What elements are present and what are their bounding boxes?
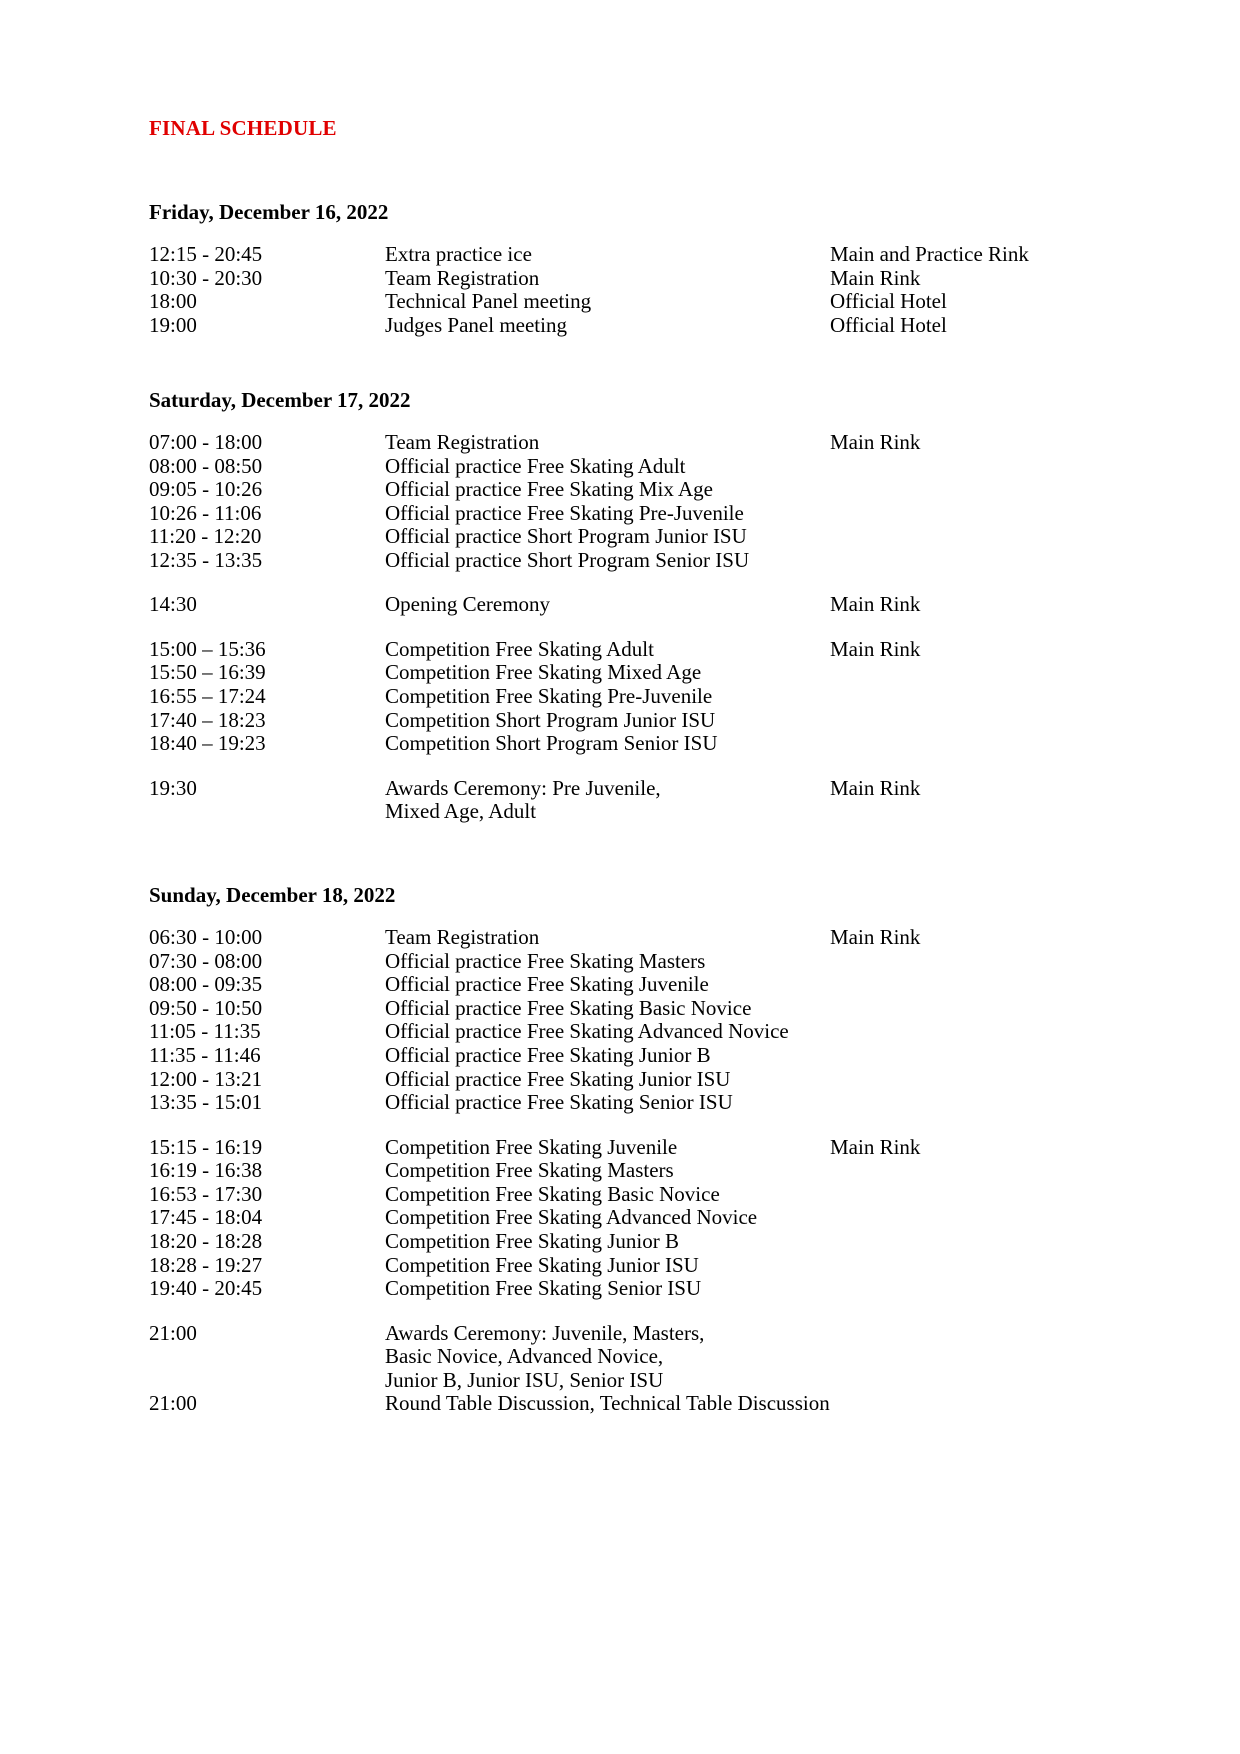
schedule-time: 11:35 - 11:46 — [149, 1043, 261, 1067]
schedule-event: Official practice Free Skating Senior ISU — [385, 1090, 733, 1115]
schedule-row — [149, 1392, 1149, 1416]
day-heading: Friday, December 16, 2022 — [149, 200, 389, 224]
schedule-event: Team Registration — [385, 430, 540, 454]
schedule-event: Competition Short Program Senior ISU — [385, 731, 718, 756]
schedule-row — [149, 1345, 1149, 1369]
schedule-row — [149, 1020, 1149, 1044]
schedule-event: Technical Panel meeting — [385, 289, 592, 314]
schedule-event: Judges Panel meeting — [385, 312, 567, 337]
schedule-row — [149, 950, 1149, 974]
schedule-row — [149, 1322, 1149, 1346]
schedule-time: 12:35 - 13:35 — [149, 548, 263, 572]
schedule-time: 09:50 - 10:50 — [149, 995, 263, 1020]
schedule-event: Competition Free Skating Masters — [385, 1158, 674, 1183]
schedule-row — [149, 638, 1149, 662]
schedule-time: 10:30 - 20:30 — [149, 265, 263, 290]
schedule-time: 17:45 - 18:04 — [149, 1205, 263, 1230]
schedule-row — [149, 431, 1149, 455]
schedule-row — [149, 777, 1149, 801]
schedule-event: Competition Free Skating Adult — [385, 636, 654, 661]
schedule-event: Official practice Short Program Senior ISU — [385, 548, 750, 572]
schedule-location: Main Rink — [830, 592, 921, 617]
schedule-event: Awards Ceremony: Pre Juvenile, — [385, 775, 661, 800]
schedule-event: Awards Ceremony: Juvenile, Masters, — [385, 1320, 705, 1345]
schedule-event: Official practice Free Skating Pre-Juvenile — [385, 500, 744, 525]
schedule-row — [149, 290, 1149, 314]
day-section — [149, 882, 1149, 1416]
schedule-event: Team Registration — [385, 925, 540, 949]
schedule-time: 15:15 - 16:19 — [149, 1134, 263, 1159]
schedule-time: 13:35 - 15:01 — [149, 1090, 263, 1115]
schedule-row — [149, 973, 1149, 997]
schedule-event: Competition Free Skating Basic Novice — [385, 1181, 720, 1206]
schedule-row — [149, 1206, 1149, 1230]
schedule-event: Official practice Free Skating Mix Age — [385, 477, 713, 502]
schedule-row — [149, 685, 1149, 709]
schedule-event: Official practice Free Skating Juvenile — [385, 972, 709, 997]
schedule-event: Competition Free Skating Mixed Age — [385, 660, 702, 685]
schedule-row — [149, 1159, 1149, 1183]
schedule-row — [149, 478, 1149, 502]
day-heading: Sunday, December 18, 2022 — [149, 883, 396, 907]
schedule-event: Competition Free Skating Advanced Novice — [385, 1205, 758, 1230]
schedule-event: Competition Short Program Junior ISU — [385, 707, 716, 732]
schedule-time: 06:30 - 10:00 — [149, 925, 263, 949]
schedule-time: 11:05 - 11:35 — [149, 1019, 261, 1044]
schedule-time: 12:00 - 13:21 — [149, 1066, 263, 1091]
schedule-row — [149, 1136, 1149, 1160]
schedule-time: 18:28 - 19:27 — [149, 1252, 263, 1277]
schedule-location: Main Rink — [830, 430, 921, 454]
day-section — [149, 199, 1149, 337]
schedule-event: Team Registration — [385, 265, 540, 290]
schedule-time: 07:00 - 18:00 — [149, 430, 263, 454]
schedule-row — [149, 1044, 1149, 1068]
schedule-time: 08:00 - 08:50 — [149, 453, 263, 478]
schedule-event: Competition Free Skating Senior ISU — [385, 1276, 702, 1301]
schedule-event: Official practice Free Skating Advanced Novice — [385, 1019, 789, 1044]
schedule-row — [149, 267, 1149, 291]
schedule-row — [149, 1277, 1149, 1301]
schedule-time: 11:20 - 12:20 — [149, 524, 262, 549]
schedule-location: Main Rink — [830, 775, 921, 800]
schedule-row — [149, 502, 1149, 526]
schedule-time: 16:19 - 16:38 — [149, 1158, 263, 1183]
schedule-time: 14:30 — [149, 592, 197, 617]
schedule-row — [149, 1183, 1149, 1207]
schedule-row — [149, 549, 1149, 573]
schedule-row — [149, 1230, 1149, 1254]
schedule-time: 09:05 - 10:26 — [149, 477, 263, 502]
schedule-location: Main Rink — [830, 925, 921, 949]
schedule-row — [149, 525, 1149, 549]
schedule-event: Competition Free Skating Pre-Juvenile — [385, 684, 713, 708]
schedule-time: 17:40 – 18:23 — [149, 707, 266, 732]
schedule-event: Official practice Free Skating Basic Novice — [385, 995, 752, 1020]
schedule-location: Official Hotel — [830, 289, 947, 314]
schedule-row — [149, 1091, 1149, 1115]
schedule-event: Official practice Short Program Junior ISU — [385, 524, 747, 549]
schedule-time: 16:53 - 17:30 — [149, 1181, 263, 1206]
schedule-event: Competition Free Skating Juvenile — [385, 1134, 678, 1159]
schedule-row — [149, 661, 1149, 685]
page-title: FINAL SCHEDULE — [149, 116, 337, 140]
day-section — [149, 387, 1149, 824]
schedule-time: 19:30 — [149, 775, 197, 800]
schedule-event: Competition Free Skating Junior ISU — [385, 1252, 699, 1277]
schedule-location: Main and Practice Rink — [830, 242, 1029, 266]
schedule-event: Official practice Free Skating Masters — [385, 948, 706, 973]
schedule-row — [149, 800, 1149, 824]
schedule-time: 08:00 - 09:35 — [149, 972, 263, 997]
schedule-location: Main Rink — [830, 1134, 921, 1159]
schedule-row — [149, 1068, 1149, 1092]
schedule-time: 16:55 – 17:24 — [149, 684, 266, 708]
schedule-event: Mixed Age, Adult — [385, 799, 537, 824]
schedule-event: Opening Ceremony — [385, 592, 551, 617]
schedule-row — [149, 243, 1149, 267]
schedule-event: Official practice Free Skating Junior ISU — [385, 1066, 731, 1091]
schedule-row — [149, 709, 1149, 733]
schedule-time: 10:26 - 11:06 — [149, 500, 262, 525]
schedule-time: 21:00 — [149, 1320, 197, 1345]
schedule-event: Official practice Free Skating Junior B — [385, 1043, 711, 1067]
schedule-location: Main Rink — [830, 265, 921, 290]
schedule-location: Official Hotel — [830, 312, 947, 337]
schedule-time: 19:40 - 20:45 — [149, 1276, 263, 1301]
schedule-row — [149, 997, 1149, 1021]
schedule-time: 12:15 - 20:45 — [149, 242, 263, 266]
schedule-row — [149, 455, 1149, 479]
schedule-row — [149, 1369, 1149, 1393]
day-heading: Saturday, December 17, 2022 — [149, 388, 411, 412]
schedule-row — [149, 593, 1149, 617]
schedule-row — [149, 1254, 1149, 1278]
schedule-time: 18:20 - 18:28 — [149, 1229, 263, 1253]
schedule-event: Junior B, Junior ISU, Senior ISU — [385, 1367, 664, 1392]
schedule-time: 15:50 – 16:39 — [149, 660, 266, 685]
schedule-event: Extra practice ice — [385, 242, 532, 266]
schedule-location: Main Rink — [830, 636, 921, 661]
schedule-time: 21:00 — [149, 1391, 197, 1416]
schedule-event: Round Table Discussion, Technical Table Discussion — [385, 1391, 830, 1416]
schedule-time: 19:00 — [149, 312, 197, 337]
schedule-row — [149, 926, 1149, 950]
schedule-event: Basic Novice, Advanced Novice, — [385, 1344, 664, 1369]
schedule-time: 15:00 – 15:36 — [149, 636, 266, 661]
schedule-row — [149, 314, 1149, 338]
schedule-event: Official practice Free Skating Adult — [385, 453, 686, 478]
schedule-time: 07:30 - 08:00 — [149, 948, 263, 973]
schedule-event: Competition Free Skating Junior B — [385, 1229, 679, 1253]
schedule-time: 18:00 — [149, 289, 197, 314]
schedule-time: 18:40 – 19:23 — [149, 731, 266, 756]
schedule-row — [149, 732, 1149, 756]
